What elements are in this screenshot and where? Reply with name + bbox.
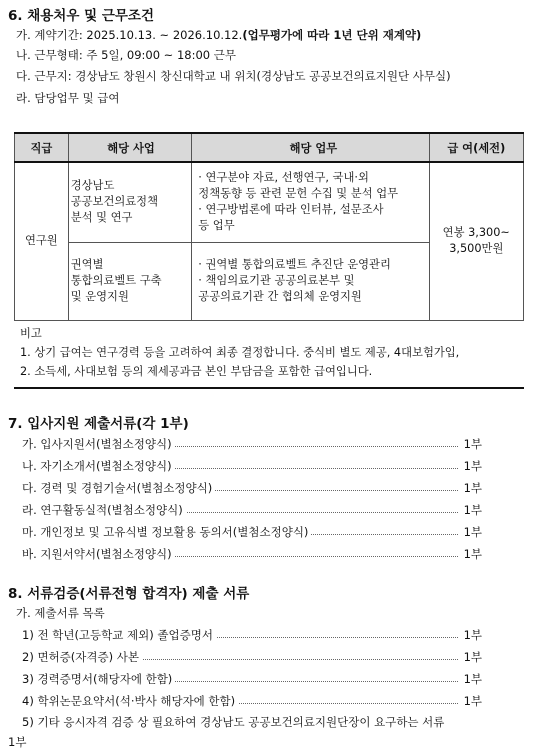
header-salary: 급 여(세전) <box>429 133 523 162</box>
verify-doc-item-other-count: 1부 <box>8 735 27 749</box>
work-type-line: 나. 근무형태: 주 5일, 09:00 ~ 18:00 근무 <box>16 48 236 62</box>
doc-item: 바. 지원서약서(별첨소정양식) 1부 <box>22 547 482 561</box>
doc-item: 나. 자기소개서(별첨소정양식) 1부 <box>22 459 482 473</box>
verify-doc-item: 1) 전 학년(고등학교 제외) 졸업증명서 1부 <box>22 628 482 642</box>
header-rank: 직급 <box>15 133 69 162</box>
submit-list-heading: 가. 제출서류 목록 <box>16 606 105 620</box>
business-cell: 권역별 통합의료벨트 구축 및 운영지원 <box>68 242 192 320</box>
duties-table <box>14 132 524 321</box>
section-8-title: 8. 서류검증(서류전형 합격자) 제출 서류 <box>8 586 250 602</box>
note-box <box>14 321 524 389</box>
header-business: 해당 사업 <box>68 133 192 162</box>
duties-salary-line: 라. 담당업무 및 급여 <box>16 91 120 105</box>
rank-cell: 연구원 <box>15 162 69 320</box>
header-duties: 해당 업무 <box>192 133 429 162</box>
section-6-title: 6. 채용처우 및 근무조건 <box>8 8 154 24</box>
verify-doc-item: 2) 면허증(자격증) 사본 1부 <box>22 650 482 664</box>
note-item: 2. 소득세, 사대보험 등의 제세공과금 본인 부담금을 포함한 급여입니다. <box>20 365 373 378</box>
business-cell: 경상남도 공공보건의료정책 분석 및 연구 <box>68 162 192 242</box>
section-7-title: 7. 입사지원 제출서류(각 1부) <box>8 416 189 432</box>
workplace-line: 다. 근무지: 경상남도 창원시 창신대학교 내 위치(경상남도 공공보건의료지원단 사무실) <box>16 69 451 83</box>
doc-item: 라. 연구활동실적(별첨소정양식) 1부 <box>22 503 482 517</box>
doc-item: 다. 경력 및 경험기술서(별첨소정양식) 1부 <box>22 481 482 495</box>
salary-cell: 연봉 3,300~ 3,500만원 <box>429 162 523 320</box>
contract-period-line: 가. 계약기간: 2025.10.13. ~ 2026.10.12.(업무평가에 따라 1년 단위 재계약) <box>16 28 422 42</box>
verify-doc-item: 4) 학위논문요약서(석·박사 해당자에 한함) 1부 <box>22 694 482 708</box>
note-title: 비고 <box>20 327 42 340</box>
verify-doc-item-other: 5) 기타 응시자격 검증 상 필요하여 경상남도 공공보건의료지원단장이 요구하는 서류 <box>22 715 445 729</box>
duties-cell: · 연구분야 자료, 선행연구, 국내·외 정책동향 등 관련 문헌 수집 및 분석 업무 · 연구방법론에 따라 인터뷰, 설문조사 등 업무 <box>192 162 429 242</box>
doc-item: 마. 개인정보 및 고유식별 정보활용 동의서(별첨소정양식) 1부 <box>22 525 482 539</box>
doc-item: 가. 입사지원서(별첨소정양식) 1부 <box>22 437 482 451</box>
duties-cell: · 권역별 통합의료벨트 추진단 운영관리 · 책임의료기관 공공의료본부 및 공공의료기관 간 협의체 운영지원 <box>192 242 429 320</box>
note-item: 1. 상기 급여는 연구경력 등을 고려하여 최종 결정합니다. 중식비 별도 제공, 4대보험가입, <box>20 346 460 359</box>
verify-doc-item: 3) 경력증명서(해당자에 한함) 1부 <box>22 672 482 686</box>
